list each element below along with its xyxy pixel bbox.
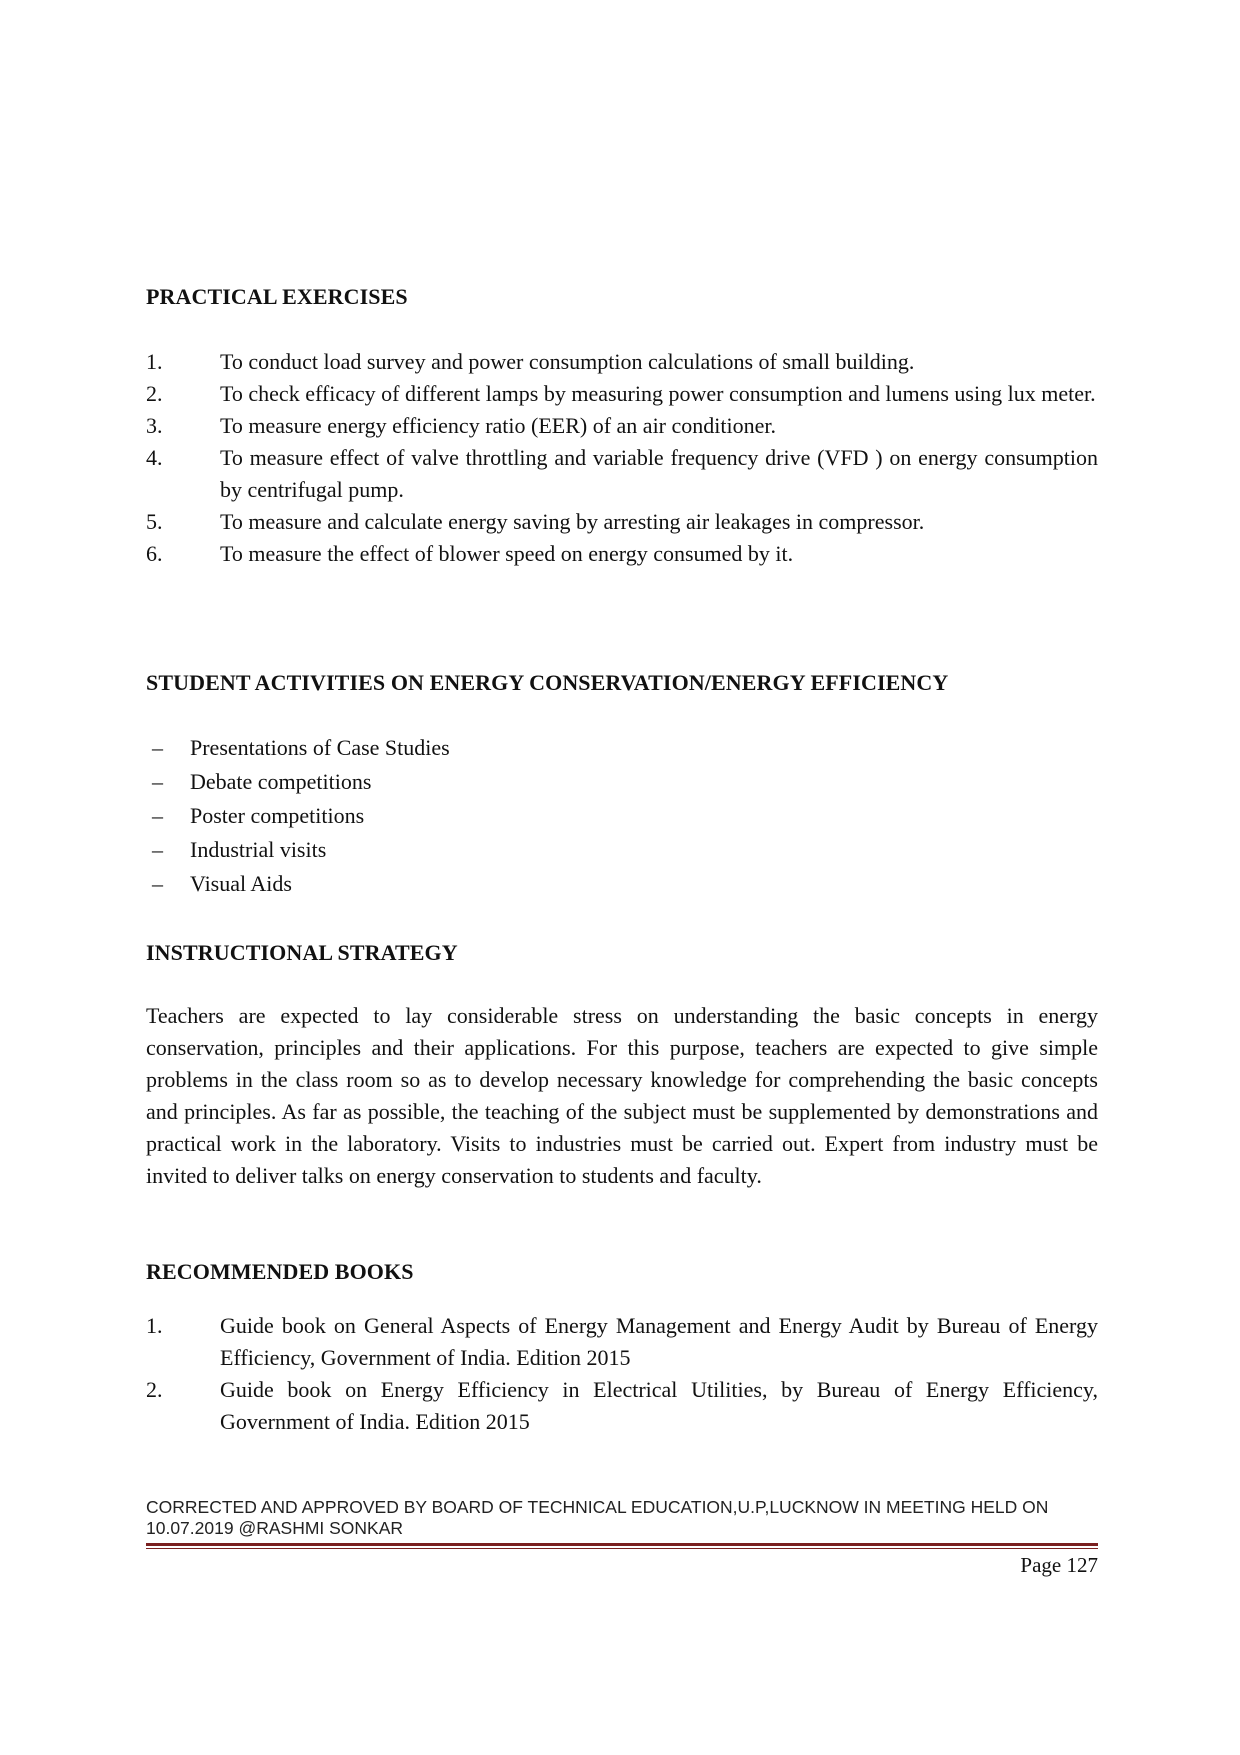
student-activities-list — [146, 731, 450, 901]
item-number: 2. — [146, 381, 163, 406]
practical-exercises-list — [146, 346, 1098, 570]
item-text: To measure the effect of blower speed on energy consumed by it. — [220, 541, 794, 566]
footer-rule-thin — [146, 1548, 1098, 1549]
document-page — [146, 0, 1098, 1755]
recommended-books-heading: RECOMMENDED BOOKS — [146, 1259, 414, 1284]
item-text: Visual Aids — [190, 871, 292, 896]
item-text: To check efficacy of different lamps by measuring power consumption and lumens using lux meter. — [220, 381, 1096, 406]
item-number: 5. — [146, 509, 163, 534]
item-text: To measure effect of valve throttling and variable frequency drive (VFD ) on energy consumption by centrifugal pump. — [220, 445, 1098, 502]
list-item — [146, 506, 1098, 538]
dash-bullet: – — [152, 769, 163, 794]
list-item — [146, 731, 450, 765]
item-text: Guide book on General Aspects of Energy Management and Energy Audit by Bureau of Energy Efficiency, Government of India. Edition 2015 — [220, 1313, 1098, 1370]
item-text: Guide book on Energy Efficiency in Electrical Utilities, by Bureau of Energy Efficiency, Government of India. Edition 2015 — [220, 1377, 1098, 1434]
item-number: 2. — [146, 1377, 163, 1402]
item-text: Poster competitions — [190, 803, 365, 828]
item-text: Debate competitions — [190, 769, 372, 794]
list-item — [146, 833, 450, 867]
practical-exercises-heading: PRACTICAL EXERCISES — [146, 284, 408, 309]
list-item — [146, 799, 450, 833]
list-item — [146, 410, 1098, 442]
dash-bullet: – — [152, 803, 163, 828]
item-number: 3. — [146, 413, 163, 438]
list-item — [146, 442, 1098, 506]
recommended-books-list — [146, 1310, 1098, 1438]
instructional-strategy-paragraph: Teachers are expected to lay considerable stress on understanding the basic concepts in energy conservation, principles and their applications. For this purpose, teachers are expected to give simple problems in the class room so as to develop necessary knowledge for comprehending the basic concepts and principles. As far as possible, the teaching of the subject must be supplemented by demonstrations and practical work in the laboratory. Visits to industries must be carried out. Expert from industry must be invited to deliver talks on energy conservation to students and faculty. — [146, 1003, 1098, 1188]
dash-bullet: – — [152, 837, 163, 862]
item-text: To conduct load survey and power consumption calculations of small building. — [220, 349, 915, 374]
item-number: 4. — [146, 445, 163, 470]
dash-bullet: – — [152, 871, 163, 896]
item-text: To measure energy efficiency ratio (EER) of an air conditioner. — [220, 413, 776, 438]
footer-rule — [146, 1543, 1098, 1546]
item-text: Industrial visits — [190, 837, 327, 862]
list-item — [146, 346, 1098, 378]
item-number: 6. — [146, 541, 163, 566]
dash-bullet: – — [152, 735, 163, 760]
list-item — [146, 1310, 1098, 1374]
item-number: 1. — [146, 349, 163, 374]
list-item — [146, 378, 1098, 410]
page-number: Page 127 — [1020, 1553, 1098, 1577]
list-item — [146, 867, 450, 901]
list-item — [146, 1374, 1098, 1438]
list-item — [146, 765, 450, 799]
footer-approval-text: CORRECTED AND APPROVED BY BOARD OF TECHNICAL EDUCATION,U.P,LUCKNOW IN MEETING HELD ON 10.07.2019 @RASHMI SONKAR — [146, 1497, 1049, 1538]
instructional-strategy-heading: INSTRUCTIONAL STRATEGY — [146, 940, 458, 965]
item-text: To measure and calculate energy saving by arresting air leakages in compressor. — [220, 509, 925, 534]
item-text: Presentations of Case Studies — [190, 735, 450, 760]
student-activities-heading: STUDENT ACTIVITIES ON ENERGY CONSERVATION/ENERGY EFFICIENCY — [146, 670, 949, 695]
list-item — [146, 538, 1098, 570]
item-number: 1. — [146, 1313, 163, 1338]
